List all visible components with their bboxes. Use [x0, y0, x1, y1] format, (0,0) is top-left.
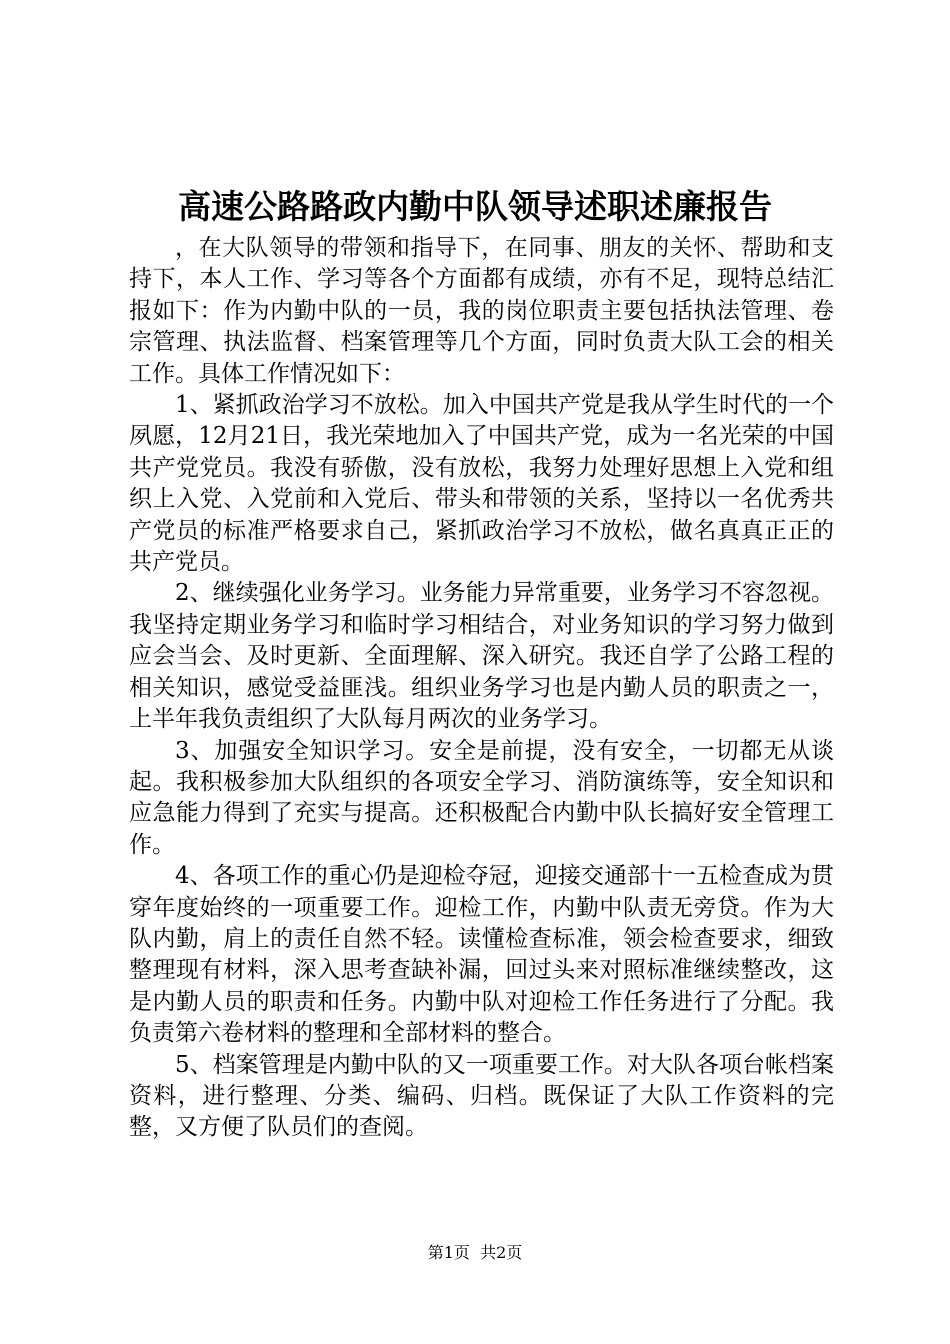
paragraph-1-political-study: 1、紧抓政治学习不放松。加入中国共产党是我从学生时代的一个夙愿，12月21日，我光荣地加入了中国共产党，成为一名光荣的中国共产党党员。我没有骄傲，没有放松，我努力处理好思想上入党和组织上入党、入党前和入党后、带头和带领的关系，坚持以一名优秀共产党员的标准严格要求自己，紧抓政治学习不放松，做名真真正正的共产党员。	[129, 392, 834, 576]
paragraph-5-archives: 5、档案管理是内勤中队的又一项重要工作。对大队各项台帐档案资料，进行整理、分类、编码、归档。既保证了大队工作资料的完整，又方便了队员们的查阅。	[129, 1051, 834, 1141]
paragraph-4-inspection: 4、各项工作的重心仍是迎检夺冠，迎接交通部十一五检查成为贯穿年度始终的一项重要工作。迎检工作，内勤中队责无旁贷。作为大队内勤，肩上的责任自然不轻。读懂检查标准，领会检查要求，细致整理现有材料，深入思考查缺补漏，回过头来对照标准继续整改，这是内勤人员的职责和任务。内勤中队对迎检工作任务进行了分配。我负责第六卷材料的整理和全部材料的整合。	[129, 863, 834, 1047]
paragraph-2-business-study: 2、继续强化业务学习。业务能力异常重要，业务学习不容忽视。我坚持定期业务学习和临时学习相结合，对业务知识的学习努力做到应会当会、及时更新、全面理解、深入研究。我还自学了公路工程的相关知识，感觉受益匪浅。组织业务学习也是内勤人员的职责之一，上半年我负责组织了大队每月两次的业务学习。	[129, 580, 834, 733]
document-body	[129, 233, 834, 1144]
document-title: 高速公路路政内勤中队领导述职述廉报告	[178, 187, 772, 226]
page-number-footer: 第1页 共2页	[427, 1243, 523, 1262]
paragraph-intro: ，在大队领导的带领和指导下，在同事、朋友的关怀、帮助和支持下，本人工作、学习等各个方面都有成绩，亦有不足，现特总结汇报如下：作为内勤中队的一员，我的岗位职责主要包括执法管理、卷宗管理、执法监督、档案管理等几个方面，同时负责大队工会的相关工作。具体工作情况如下：	[129, 235, 834, 387]
paragraph-3-safety-study: 3、加强安全知识学习。安全是前提，没有安全，一切都无从谈起。我积极参加大队组织的各项安全学习、消防演练等，安全知识和应急能力得到了充实与提高。还积极配合内勤中队长搞好安全管理工作。	[129, 737, 834, 858]
